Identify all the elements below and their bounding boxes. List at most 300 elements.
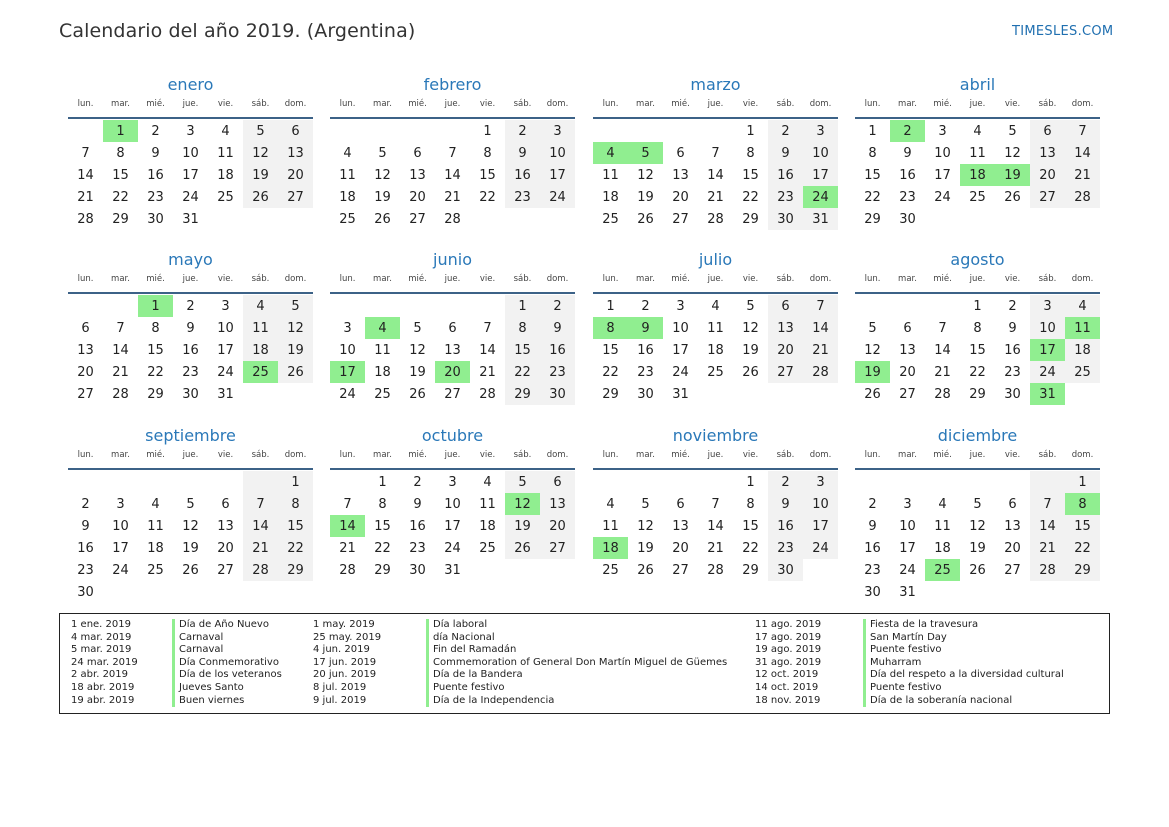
day-cell[interactable]: 6: [768, 295, 803, 317]
day-cell[interactable]: 5: [746, 298, 755, 314]
day-cell[interactable]: 19: [637, 540, 654, 556]
day-cell[interactable]: 13: [1030, 142, 1065, 164]
day-cell[interactable]: 18: [602, 189, 619, 205]
day-cell[interactable]: 20: [1030, 164, 1065, 186]
day-cell[interactable]: 13: [540, 493, 575, 515]
day-cell[interactable]: 8: [116, 145, 125, 161]
day-cell[interactable]: 6: [676, 496, 685, 512]
day-cell[interactable]: 31: [672, 386, 689, 402]
day-cell[interactable]: 21: [112, 364, 129, 380]
day-cell[interactable]: 19: [505, 515, 540, 537]
day-cell[interactable]: 19: [374, 189, 391, 205]
day-cell[interactable]: 7: [483, 320, 492, 336]
day-cell[interactable]: 18: [960, 164, 995, 186]
day-cell[interactable]: 27: [444, 386, 461, 402]
day-cell[interactable]: 22: [505, 361, 540, 383]
day-cell[interactable]: 17: [112, 540, 129, 556]
day-cell[interactable]: 21: [1065, 164, 1100, 186]
day-cell[interactable]: 26: [637, 562, 654, 578]
day-cell[interactable]: 11: [479, 496, 496, 512]
day-cell[interactable]: 1: [278, 471, 313, 493]
day-cell[interactable]: 3: [343, 320, 352, 336]
day-cell[interactable]: 23: [182, 364, 199, 380]
day-cell[interactable]: 10: [339, 342, 356, 358]
day-cell[interactable]: 23: [409, 540, 426, 556]
day-cell[interactable]: 2: [890, 120, 925, 142]
day-cell[interactable]: 12: [243, 142, 278, 164]
day-cell[interactable]: 11: [217, 145, 234, 161]
day-cell[interactable]: 21: [77, 189, 94, 205]
day-cell[interactable]: 22: [1065, 537, 1100, 559]
day-cell[interactable]: 7: [448, 145, 457, 161]
day-cell[interactable]: 16: [540, 339, 575, 361]
day-cell[interactable]: 5: [628, 142, 663, 164]
day-cell[interactable]: 12: [742, 320, 759, 336]
day-cell[interactable]: 14: [707, 167, 724, 183]
day-cell[interactable]: 8: [973, 320, 982, 336]
day-cell[interactable]: 25: [339, 211, 356, 227]
day-cell[interactable]: 30: [540, 383, 575, 405]
day-cell[interactable]: 19: [182, 540, 199, 556]
day-cell[interactable]: 10: [217, 320, 234, 336]
day-cell[interactable]: 27: [899, 386, 916, 402]
day-cell[interactable]: 1: [483, 123, 492, 139]
day-cell[interactable]: 28: [339, 562, 356, 578]
day-cell[interactable]: 29: [505, 383, 540, 405]
day-cell[interactable]: 11: [969, 145, 986, 161]
day-cell[interactable]: 15: [742, 167, 759, 183]
day-cell[interactable]: 21: [479, 364, 496, 380]
day-cell[interactable]: 5: [868, 320, 877, 336]
day-cell[interactable]: 20: [768, 339, 803, 361]
day-cell[interactable]: 23: [768, 186, 803, 208]
day-cell[interactable]: 26: [243, 186, 278, 208]
day-cell[interactable]: 11: [707, 320, 724, 336]
day-cell[interactable]: 28: [77, 211, 94, 227]
day-cell[interactable]: 16: [637, 342, 654, 358]
day-cell[interactable]: 1: [606, 298, 615, 314]
day-cell[interactable]: 5: [278, 295, 313, 317]
day-cell[interactable]: 25: [147, 562, 164, 578]
day-cell[interactable]: 28: [444, 211, 461, 227]
day-cell[interactable]: 2: [768, 120, 803, 142]
day-cell[interactable]: 15: [374, 518, 391, 534]
day-cell[interactable]: 20: [1004, 540, 1021, 556]
day-cell[interactable]: 25: [479, 540, 496, 556]
day-cell[interactable]: 2: [768, 471, 803, 493]
day-cell[interactable]: 18: [479, 518, 496, 534]
day-cell[interactable]: 10: [803, 142, 838, 164]
day-cell[interactable]: 14: [803, 317, 838, 339]
day-cell[interactable]: 29: [147, 386, 164, 402]
day-cell[interactable]: 12: [1004, 145, 1021, 161]
day-cell[interactable]: 13: [409, 167, 426, 183]
day-cell[interactable]: 2: [151, 123, 160, 139]
day-cell[interactable]: 27: [540, 537, 575, 559]
day-cell[interactable]: 20: [672, 189, 689, 205]
day-cell[interactable]: 7: [711, 496, 720, 512]
day-cell[interactable]: 17: [899, 540, 916, 556]
day-cell[interactable]: 1: [138, 295, 173, 317]
day-cell[interactable]: 30: [768, 208, 803, 230]
day-cell[interactable]: 20: [409, 189, 426, 205]
day-cell[interactable]: 9: [186, 320, 195, 336]
day-cell[interactable]: 31: [1030, 383, 1065, 405]
day-cell[interactable]: 18: [339, 189, 356, 205]
day-cell[interactable]: 2: [186, 298, 195, 314]
day-cell[interactable]: 4: [938, 496, 947, 512]
day-cell[interactable]: 21: [243, 537, 278, 559]
day-cell[interactable]: 22: [112, 189, 129, 205]
day-cell[interactable]: 29: [278, 559, 313, 581]
day-cell[interactable]: 8: [1065, 493, 1100, 515]
day-cell[interactable]: 13: [899, 342, 916, 358]
day-cell[interactable]: 26: [374, 211, 391, 227]
day-cell[interactable]: 3: [676, 298, 685, 314]
day-cell[interactable]: 2: [540, 295, 575, 317]
day-cell[interactable]: 17: [672, 342, 689, 358]
day-cell[interactable]: 7: [711, 145, 720, 161]
day-cell[interactable]: 10: [444, 496, 461, 512]
day-cell[interactable]: 1: [746, 474, 755, 490]
day-cell[interactable]: 11: [934, 518, 951, 534]
day-cell[interactable]: 21: [707, 540, 724, 556]
day-cell[interactable]: 7: [243, 493, 278, 515]
day-cell[interactable]: 14: [330, 515, 365, 537]
day-cell[interactable]: 11: [374, 342, 391, 358]
day-cell[interactable]: 1: [973, 298, 982, 314]
day-cell[interactable]: 31: [182, 211, 199, 227]
day-cell[interactable]: 8: [593, 317, 628, 339]
day-cell[interactable]: 21: [934, 364, 951, 380]
day-cell[interactable]: 21: [803, 339, 838, 361]
day-cell[interactable]: 15: [602, 342, 619, 358]
day-cell[interactable]: 4: [606, 496, 615, 512]
day-cell[interactable]: 17: [540, 164, 575, 186]
day-cell[interactable]: 12: [182, 518, 199, 534]
day-cell[interactable]: 24: [444, 540, 461, 556]
day-cell[interactable]: 23: [77, 562, 94, 578]
day-cell[interactable]: 4: [973, 123, 982, 139]
day-cell[interactable]: 20: [278, 164, 313, 186]
day-cell[interactable]: 4: [151, 496, 160, 512]
day-cell[interactable]: 25: [602, 562, 619, 578]
day-cell[interactable]: 9: [413, 496, 422, 512]
day-cell[interactable]: 15: [505, 339, 540, 361]
day-cell[interactable]: 21: [1030, 537, 1065, 559]
day-cell[interactable]: 17: [182, 167, 199, 183]
day-cell[interactable]: 3: [186, 123, 195, 139]
day-cell[interactable]: 5: [641, 496, 650, 512]
day-cell[interactable]: 25: [925, 559, 960, 581]
day-cell[interactable]: 30: [147, 211, 164, 227]
day-cell[interactable]: 20: [899, 364, 916, 380]
day-cell[interactable]: 18: [243, 339, 278, 361]
day-cell[interactable]: 15: [112, 167, 129, 183]
day-cell[interactable]: 29: [864, 211, 881, 227]
day-cell[interactable]: 24: [899, 562, 916, 578]
day-cell[interactable]: 24: [182, 189, 199, 205]
day-cell[interactable]: 27: [1004, 562, 1021, 578]
day-cell[interactable]: 8: [746, 145, 755, 161]
day-cell[interactable]: 24: [672, 364, 689, 380]
day-cell[interactable]: 6: [448, 320, 457, 336]
day-cell[interactable]: 9: [81, 518, 90, 534]
day-cell[interactable]: 23: [637, 364, 654, 380]
day-cell[interactable]: 27: [1030, 186, 1065, 208]
day-cell[interactable]: 1: [505, 295, 540, 317]
day-cell[interactable]: 15: [969, 342, 986, 358]
day-cell[interactable]: 16: [77, 540, 94, 556]
day-cell[interactable]: 22: [742, 540, 759, 556]
day-cell[interactable]: 27: [278, 186, 313, 208]
day-cell[interactable]: 8: [483, 145, 492, 161]
day-cell[interactable]: 30: [899, 211, 916, 227]
day-cell[interactable]: 9: [505, 142, 540, 164]
day-cell[interactable]: 26: [742, 364, 759, 380]
day-cell[interactable]: 5: [378, 145, 387, 161]
day-cell[interactable]: 28: [934, 386, 951, 402]
day-cell[interactable]: 27: [672, 562, 689, 578]
day-cell[interactable]: 18: [934, 540, 951, 556]
day-cell[interactable]: 28: [707, 562, 724, 578]
day-cell[interactable]: 22: [602, 364, 619, 380]
day-cell[interactable]: 14: [479, 342, 496, 358]
day-cell[interactable]: 11: [602, 518, 619, 534]
day-cell[interactable]: 10: [540, 142, 575, 164]
day-cell[interactable]: 6: [1008, 496, 1017, 512]
day-cell[interactable]: 29: [112, 211, 129, 227]
day-cell[interactable]: 8: [746, 496, 755, 512]
day-cell[interactable]: 2: [413, 474, 422, 490]
day-cell[interactable]: 5: [243, 120, 278, 142]
day-cell[interactable]: 24: [1030, 361, 1065, 383]
day-cell[interactable]: 13: [672, 518, 689, 534]
day-cell[interactable]: 8: [278, 493, 313, 515]
day-cell[interactable]: 22: [969, 364, 986, 380]
day-cell[interactable]: 23: [147, 189, 164, 205]
day-cell[interactable]: 15: [742, 518, 759, 534]
day-cell[interactable]: 22: [864, 189, 881, 205]
day-cell[interactable]: 12: [637, 167, 654, 183]
day-cell[interactable]: 27: [672, 211, 689, 227]
day-cell[interactable]: 26: [409, 386, 426, 402]
day-cell[interactable]: 16: [768, 515, 803, 537]
day-cell[interactable]: 27: [409, 211, 426, 227]
day-cell[interactable]: 27: [768, 361, 803, 383]
day-cell[interactable]: 18: [1065, 339, 1100, 361]
day-cell[interactable]: 15: [864, 167, 881, 183]
day-cell[interactable]: 28: [479, 386, 496, 402]
day-cell[interactable]: 20: [77, 364, 94, 380]
day-cell[interactable]: 23: [540, 361, 575, 383]
day-cell[interactable]: 24: [112, 562, 129, 578]
day-cell[interactable]: 24: [803, 186, 838, 208]
day-cell[interactable]: 25: [243, 361, 278, 383]
day-cell[interactable]: 3: [938, 123, 947, 139]
day-cell[interactable]: 15: [479, 167, 496, 183]
day-cell[interactable]: 19: [969, 540, 986, 556]
day-cell[interactable]: 10: [934, 145, 951, 161]
day-cell[interactable]: 14: [243, 515, 278, 537]
day-cell[interactable]: 14: [1030, 515, 1065, 537]
day-cell[interactable]: 10: [899, 518, 916, 534]
day-cell[interactable]: 3: [540, 120, 575, 142]
day-cell[interactable]: 1: [378, 474, 387, 490]
day-cell[interactable]: 1: [868, 123, 877, 139]
day-cell[interactable]: 8: [505, 317, 540, 339]
day-cell[interactable]: 15: [1065, 515, 1100, 537]
day-cell[interactable]: 18: [707, 342, 724, 358]
day-cell[interactable]: 4: [365, 317, 400, 339]
day-cell[interactable]: 6: [676, 145, 685, 161]
day-cell[interactable]: 12: [409, 342, 426, 358]
day-cell[interactable]: 18: [374, 364, 391, 380]
day-cell[interactable]: 11: [147, 518, 164, 534]
day-cell[interactable]: 27: [77, 386, 94, 402]
day-cell[interactable]: 5: [413, 320, 422, 336]
day-cell[interactable]: 16: [409, 518, 426, 534]
day-cell[interactable]: 26: [182, 562, 199, 578]
day-cell[interactable]: 16: [899, 167, 916, 183]
day-cell[interactable]: 29: [969, 386, 986, 402]
day-cell[interactable]: 16: [505, 164, 540, 186]
day-cell[interactable]: 26: [1004, 189, 1021, 205]
day-cell[interactable]: 6: [81, 320, 90, 336]
day-cell[interactable]: 22: [278, 537, 313, 559]
day-cell[interactable]: 2: [641, 298, 650, 314]
day-cell[interactable]: 7: [1065, 120, 1100, 142]
day-cell[interactable]: 7: [803, 295, 838, 317]
day-cell[interactable]: 13: [768, 317, 803, 339]
day-cell[interactable]: 7: [1030, 493, 1065, 515]
day-cell[interactable]: 13: [672, 167, 689, 183]
day-cell[interactable]: 24: [540, 186, 575, 208]
day-cell[interactable]: 15: [147, 342, 164, 358]
day-cell[interactable]: 30: [77, 584, 94, 600]
day-cell[interactable]: 19: [742, 342, 759, 358]
day-cell[interactable]: 29: [742, 562, 759, 578]
day-cell[interactable]: 6: [221, 496, 230, 512]
day-cell[interactable]: 12: [278, 317, 313, 339]
day-cell[interactable]: 20: [672, 540, 689, 556]
day-cell[interactable]: 10: [1030, 317, 1065, 339]
day-cell[interactable]: 23: [505, 186, 540, 208]
day-cell[interactable]: 29: [1065, 559, 1100, 581]
day-cell[interactable]: 24: [339, 386, 356, 402]
day-cell[interactable]: 5: [1008, 123, 1017, 139]
day-cell[interactable]: 2: [868, 496, 877, 512]
day-cell[interactable]: 12: [374, 167, 391, 183]
day-cell[interactable]: 9: [768, 142, 803, 164]
day-cell[interactable]: 22: [742, 189, 759, 205]
day-cell[interactable]: 16: [1004, 342, 1021, 358]
day-cell[interactable]: 3: [116, 496, 125, 512]
day-cell[interactable]: 3: [221, 298, 230, 314]
day-cell[interactable]: 17: [803, 515, 838, 537]
day-cell[interactable]: 5: [505, 471, 540, 493]
day-cell[interactable]: 9: [540, 317, 575, 339]
day-cell[interactable]: 30: [409, 562, 426, 578]
day-cell[interactable]: 17: [330, 361, 365, 383]
day-cell[interactable]: 29: [742, 211, 759, 227]
day-cell[interactable]: 29: [602, 386, 619, 402]
day-cell[interactable]: 11: [602, 167, 619, 183]
day-cell[interactable]: 14: [934, 342, 951, 358]
day-cell[interactable]: 14: [77, 167, 94, 183]
day-cell[interactable]: 19: [278, 339, 313, 361]
day-cell[interactable]: 10: [803, 493, 838, 515]
day-cell[interactable]: 12: [637, 518, 654, 534]
day-cell[interactable]: 22: [147, 364, 164, 380]
day-cell[interactable]: 26: [969, 562, 986, 578]
day-cell[interactable]: 28: [243, 559, 278, 581]
day-cell[interactable]: 6: [903, 320, 912, 336]
day-cell[interactable]: 30: [864, 584, 881, 600]
day-cell[interactable]: 17: [1030, 339, 1065, 361]
day-cell[interactable]: 14: [707, 518, 724, 534]
day-cell[interactable]: 3: [803, 471, 838, 493]
day-cell[interactable]: 8: [378, 496, 387, 512]
day-cell[interactable]: 20: [217, 540, 234, 556]
day-cell[interactable]: 25: [374, 386, 391, 402]
day-cell[interactable]: 29: [374, 562, 391, 578]
day-cell[interactable]: 16: [768, 164, 803, 186]
day-cell[interactable]: 19: [995, 164, 1030, 186]
day-cell[interactable]: 16: [864, 540, 881, 556]
day-cell[interactable]: 13: [444, 342, 461, 358]
day-cell[interactable]: 3: [448, 474, 457, 490]
day-cell[interactable]: 31: [899, 584, 916, 600]
day-cell[interactable]: 3: [803, 120, 838, 142]
day-cell[interactable]: 30: [637, 386, 654, 402]
day-cell[interactable]: 9: [868, 518, 877, 534]
day-cell[interactable]: 4: [711, 298, 720, 314]
day-cell[interactable]: 13: [217, 518, 234, 534]
day-cell[interactable]: 10: [672, 320, 689, 336]
day-cell[interactable]: 27: [217, 562, 234, 578]
day-cell[interactable]: 23: [899, 189, 916, 205]
day-cell[interactable]: 17: [934, 167, 951, 183]
day-cell[interactable]: 25: [602, 211, 619, 227]
day-cell[interactable]: 6: [540, 471, 575, 493]
day-cell[interactable]: 3: [1030, 295, 1065, 317]
day-cell[interactable]: 14: [112, 342, 129, 358]
day-cell[interactable]: 7: [116, 320, 125, 336]
day-cell[interactable]: 6: [278, 120, 313, 142]
day-cell[interactable]: 28: [112, 386, 129, 402]
day-cell[interactable]: 20: [540, 515, 575, 537]
day-cell[interactable]: 24: [803, 537, 838, 559]
day-cell[interactable]: 16: [182, 342, 199, 358]
day-cell[interactable]: 4: [593, 142, 628, 164]
day-cell[interactable]: 22: [374, 540, 391, 556]
day-cell[interactable]: 21: [339, 540, 356, 556]
day-cell[interactable]: 5: [973, 496, 982, 512]
brand-link[interactable]: TIMESLES.COM: [1012, 24, 1114, 39]
day-cell[interactable]: 2: [505, 120, 540, 142]
day-cell[interactable]: 8: [868, 145, 877, 161]
day-cell[interactable]: 28: [803, 361, 838, 383]
day-cell[interactable]: 11: [243, 317, 278, 339]
day-cell[interactable]: 5: [186, 496, 195, 512]
day-cell[interactable]: 9: [768, 493, 803, 515]
day-cell[interactable]: 19: [243, 164, 278, 186]
day-cell[interactable]: 12: [969, 518, 986, 534]
day-cell[interactable]: 13: [278, 142, 313, 164]
day-cell[interactable]: 6: [413, 145, 422, 161]
day-cell[interactable]: 13: [1004, 518, 1021, 534]
